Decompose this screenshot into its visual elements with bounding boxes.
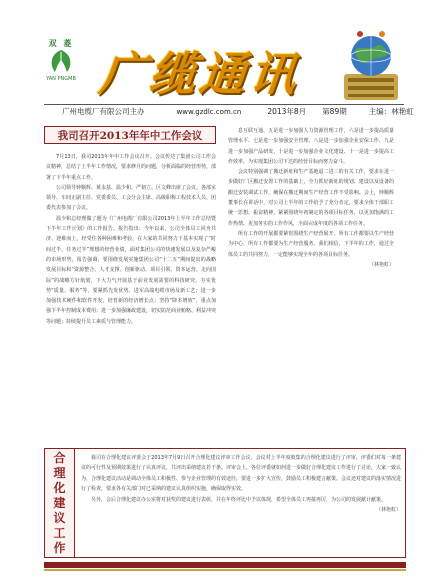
article-byline: （林艳虹） xyxy=(368,261,394,268)
footer-bar xyxy=(44,562,406,568)
label-char: 理 xyxy=(53,465,66,480)
footer-stripe xyxy=(44,569,406,571)
suggestion-paragraph: 另外，会后合理化建议办公室将对获奖的建议进行表彰，并在年终评比中予以体现，希望全体员工再接再厉，为公司的发展献计献策。 xyxy=(91,496,387,503)
logo-text: 双 菱 xyxy=(48,39,74,48)
company-logo xyxy=(40,38,82,90)
masthead-info-bar xyxy=(44,104,414,118)
label-char: 议 xyxy=(53,510,66,525)
leaf-logo-icon xyxy=(46,48,76,74)
website-link[interactable]: www.gzdlc.com.cn xyxy=(176,107,242,116)
suggestion-text xyxy=(81,453,401,555)
newsletter-title: 广缆通讯 xyxy=(96,47,303,101)
suggestion-paragraph: 我司在合理化建议评委会于2013年7月9日召开合理化建议评审工作会议，会议对上半年度收集的合理化建议进行了评审，评委们对每一条建议的可行性及预期效果进行了认真评议，共评出采纳建议若干条。评审会上，各位评委就如何进一步做好合理化建议工作进行了讨论，大家一致认为，合理化建议活动是调动全体员工积极性、参与企业管理的有效途径，要进一步扩大宣传，鼓励员工积极建言献策。会议还对建议的落实情况进行了检查，要求各有关部门对已采纳的建议认真组织实施，确保取得实效。 xyxy=(81,455,401,493)
issue-number: 第89期 xyxy=(322,107,347,116)
masthead xyxy=(0,0,438,120)
article-column-left xyxy=(46,152,216,442)
chief-editor: 主编：林艳虹 xyxy=(368,107,414,116)
article-paragraph: 7月13日，我司2013年年中工作会议召开。会议传达了集团公司工作会议精神，总结了上半年工作情况，要求修月的问题，分析面临的经营形势，部署了下半年重点工作。 xyxy=(46,154,216,181)
label-char: 建 xyxy=(53,495,66,510)
issue-date: 2013年8月 xyxy=(267,107,307,116)
article-paragraph: 会议特别强调了搬迁新址和生产基地退二进三的有关工作，要求在进一步做好厂区搬迁安置工作的基础上，全力抓好新址的规划、建设以及设备的搬迁安装调试工作，确保在搬迁期间生产经营工作不受影响。会上，钟顺辉董事长在讲话中，对公司上半年的工作给予了充分肯定，要求全体干部职工统一思想、振奋精神，紧紧围绕年初制定的各项目标任务，以更加饱满的工作热情、更加务实的工作作风，全面完成年度的各项工作任务。 xyxy=(228,169,394,227)
section-label xyxy=(45,449,75,557)
article-paragraph: 息互联互通、五是进一步加强人力资源管理工作，六是进一步提高质量管理水平、七是进一步加强安全管理、八是进一步加强企业安保工作、九是进一步加强产品研发、十是进一步加强企业文化建设、十一是进一步提高工作效率，为实现集团公司下达的经营目标而努力奋斗。 xyxy=(228,128,394,165)
label-char: 化 xyxy=(53,480,66,495)
logo-subtext: YAN PNGMB xyxy=(46,76,76,82)
publisher: 广州电缆厂有限公司主办 xyxy=(62,107,145,116)
article-column-right xyxy=(228,126,394,442)
article-headline: 我司召开2013年年中工作会议 xyxy=(44,126,216,144)
label-char: 合 xyxy=(53,450,66,465)
article-paragraph: 公司领导钟顺辉、黄永基、温少和、严韧立、区文峰出席了会议。各部室领导、车间正副主任、党委委员、工会分会主席、高级职称工程技术人员、团委代表参加了会议。 xyxy=(46,184,216,212)
article-paragraph: 温少和总经理做了题为《广州电缆厂有限公司2013年上半年工作总结暨下半年工作计划》的工作报告。报告指出：今年以来，公司全体员工同舟共济、迎难而上，经受住各种困难和考验，在大家的共同努力下基本实现了“时间过半、任务过半”理想的经营业绩，面对集团公司的快速发展以及复杂严峻的市场形势，报告强调，要围绕发展实施集团公司“十二五”期间提出的战略发展目标和“资源整合、人才支撑、创新驱动、项目引领、资本运营、走向国际”的战略方针航划，下大力气开展基于前业发展需要的科技研究，夯实优势“质量、服务”等、要紧抓先发优势、进军高端电缆市场及新工艺；进一步加强技术硬件和软件开发，培育新的经济增长点；坚持“降本增效”，重点加强下半年控制成本费用；进一步加强廉政建设，切实防范商业贿赂、利益冲突等问题；持续提升员工素质与管理能力。 xyxy=(46,215,216,325)
label-char: 工 xyxy=(53,525,66,540)
main-article xyxy=(44,126,394,442)
label-char: 作 xyxy=(53,540,66,555)
suggestion-section xyxy=(44,448,406,558)
article-paragraph: 所有工作的开展都要紧密围绕生产经营展开。所有工作都要以生产经营为中心，所有工作都要为生产经营服务，我们相信，下半年的工作，通过全体员工的共同努力，一定能够实现全年的各项目标任务。 xyxy=(228,230,394,258)
suggestion-byline: （林艳虹） xyxy=(375,507,401,514)
globe-cable-icon xyxy=(338,30,404,104)
